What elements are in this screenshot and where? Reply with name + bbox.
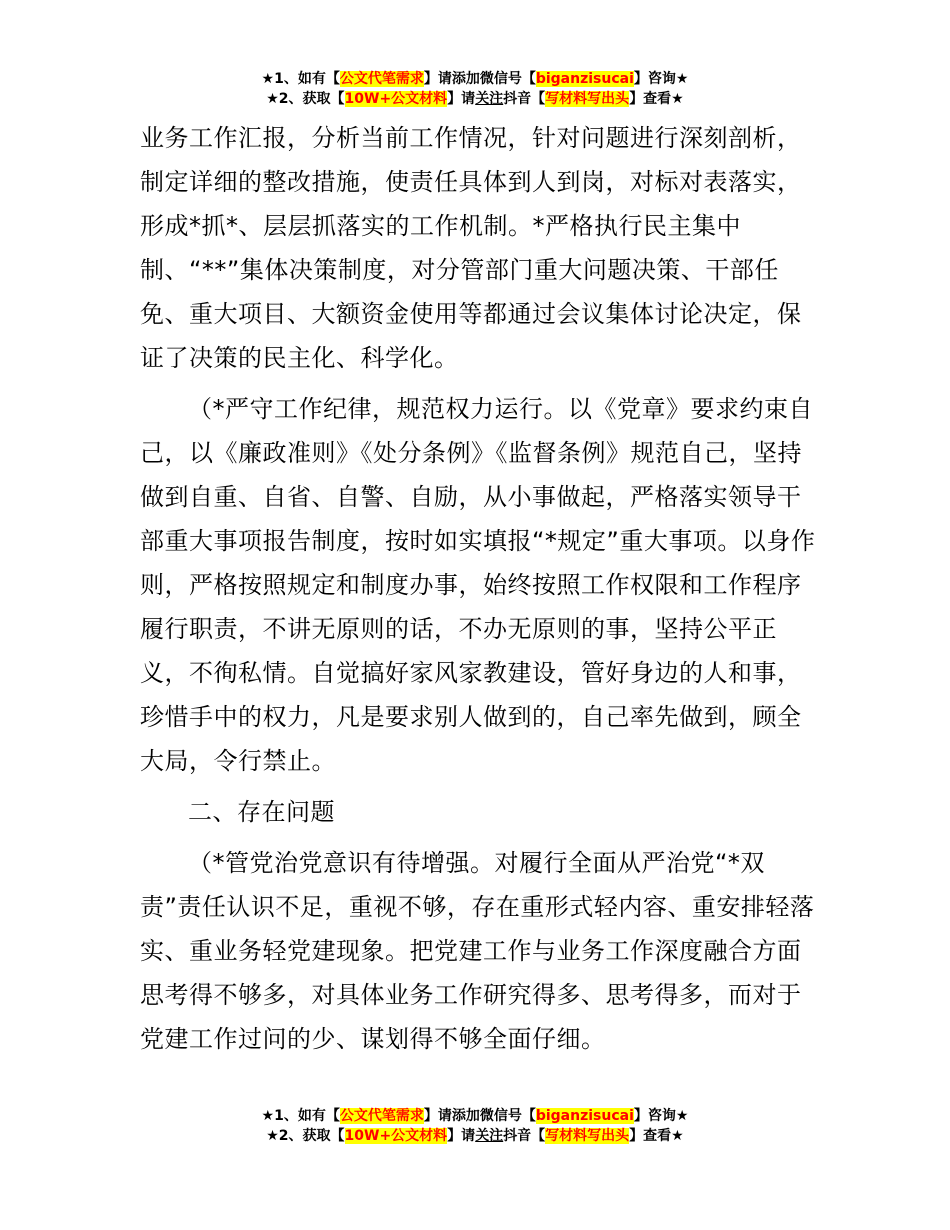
paragraph-work-discipline: （*严守工作纪律，规范权力运行。以《党章》要求约束自己，以《廉政准则》《处分条例》《监督条例》规范自己，坚持做到自重、自省、自警、自励，从小事做起，严格落实领导干部重大事项报告制度，按时如实填报“*规定”重大事项。以身作则，严格按照规定和制度办事，始终按照工作权限和工作程序履行职责，不讲无原则的话，不办无原则的事，坚持公平正义，不徇私情。自觉搞好家风家教建设，管好身边的人和事，珍惜手中的权力，凡是要求别人做到的，自己率先做到，顾全大局，令行禁止。 — [140, 395, 816, 775]
banner-text: 】请 — [447, 91, 476, 107]
banner-highlight: 写材料写出头 — [545, 1128, 630, 1144]
paragraph-party-awareness: （*管党治党意识有待增强。对履行全面从严治党“*双责”责任认识不足，重视不够，存在重形式轻内容、重安排轻落实、重业务轻党建现象。把党建工作与业务工作深度融合方面思考得不够多，对具体业务工作研究得多、思考得多，而对于党建工作过问的少、谋划得不够全面仔细。 — [140, 849, 815, 1053]
banner-text: 】查看★ — [629, 91, 684, 107]
banner-highlight: 公文代笔需求 — [339, 71, 424, 87]
banner-text: 】咨询★ — [633, 1108, 689, 1124]
banner-text: 】请添加微信号【 — [423, 1108, 536, 1124]
banner-line-1 — [0, 69, 950, 89]
banner-highlight: 10W+公文材料 — [344, 91, 448, 107]
banner-text: ★1、如有【 — [261, 1108, 340, 1124]
banner-text: 】请添加微信号【 — [423, 71, 536, 87]
banner-underline: 关注 — [475, 91, 504, 107]
banner-text: ★2、获取【 — [266, 91, 345, 107]
banner-text: 抖音【 — [503, 1128, 546, 1144]
banner-line-2 — [0, 89, 950, 109]
banner-text: ★1、如有【 — [261, 71, 340, 87]
banner-text: ★2、获取【 — [266, 1128, 345, 1144]
banner-text: 】请 — [447, 1128, 476, 1144]
footer-banner — [0, 1106, 950, 1146]
banner-highlight: 10W+公文材料 — [344, 1128, 448, 1144]
document-body — [140, 116, 820, 1061]
banner-highlight: 公文代笔需求 — [339, 1108, 424, 1124]
banner-line-2 — [0, 1126, 950, 1146]
paragraph-work-report: 业务工作汇报，分析当前工作情况，针对问题进行深刻剖析，制定详细的整改措施，使责任具体到人到岗，对标对表落实，形成*抓*、层层抓落实的工作机制。*严格执行民主集中制、“**”集体决策制度，对分管部门重大问题决策、干部任免、重大项目、大额资金使用等都通过会议集体讨论决定，保证了决策的民主化、科学化。 — [140, 124, 802, 372]
banner-text: 】咨询★ — [633, 71, 689, 87]
banner-highlight: biganzisucai — [535, 1108, 634, 1124]
section-heading-problems: 二、存在问题 — [188, 798, 335, 826]
banner-text: 】查看★ — [629, 1128, 684, 1144]
banner-text: 抖音【 — [503, 91, 546, 107]
header-banner — [0, 69, 950, 109]
banner-highlight: 写材料写出头 — [545, 91, 630, 107]
banner-line-1 — [0, 1106, 950, 1126]
banner-highlight: biganzisucai — [535, 71, 634, 87]
banner-underline: 关注 — [475, 1128, 504, 1144]
